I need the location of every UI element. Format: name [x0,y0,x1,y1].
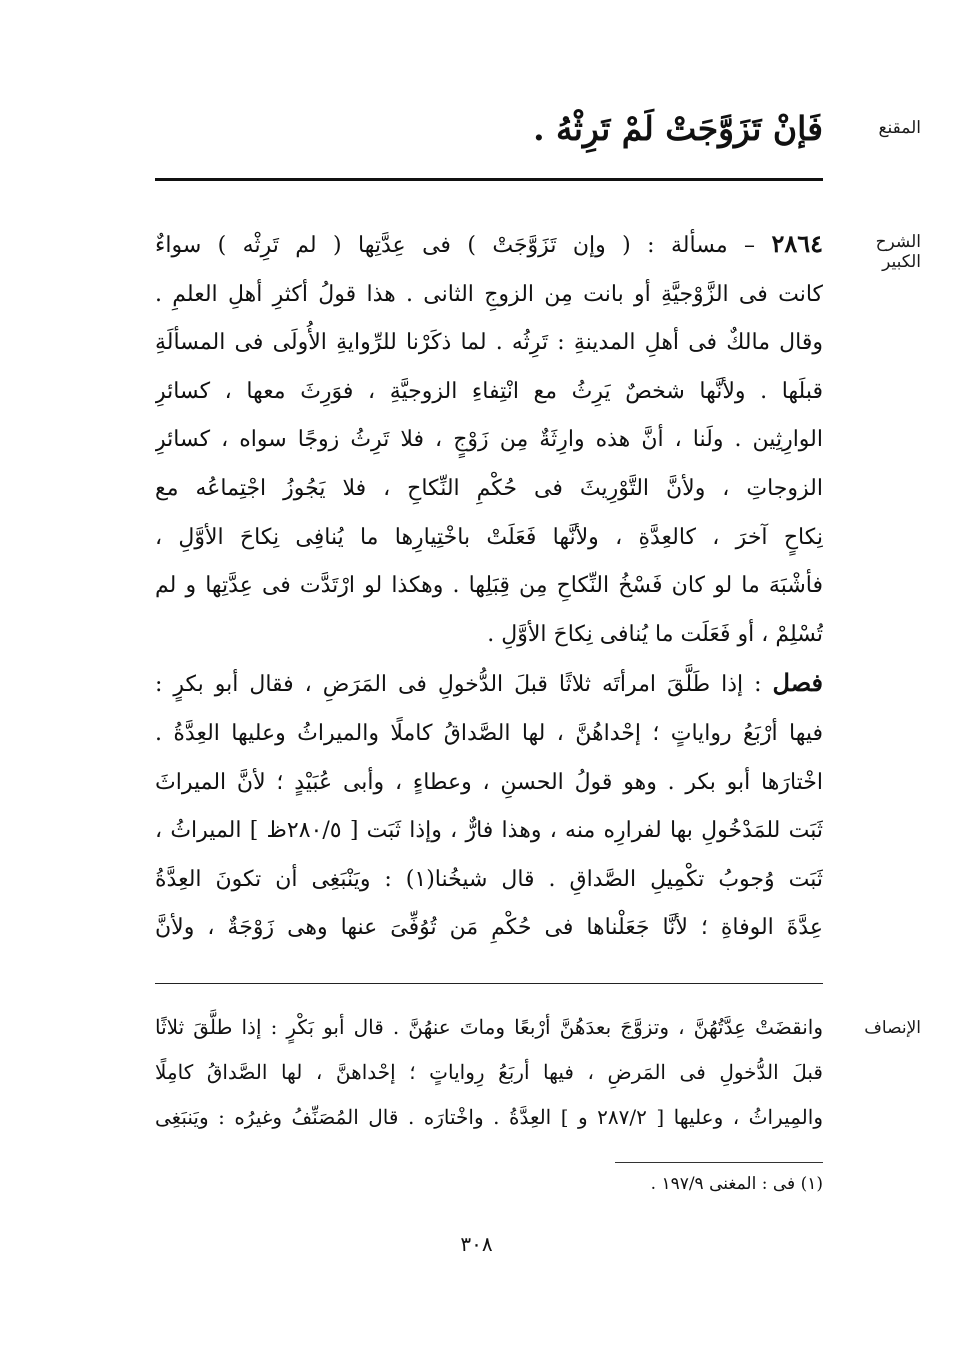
sharh-body [155,220,823,953]
footnote-divider [615,1162,823,1163]
fasl-line: ثَبَت للمَدْخُولِ بها لفرارِه منه ، وهذا فارٌّ ، وإذا ثَبَت [ ٢٨٠/٥ظ ] الميراثُ ، [155,818,823,844]
muqni-text: فَإنْ تَزَوَّجَتْ لَمْ تَرِثْهُ . [533,109,823,148]
sharh-line: الزوجاتِ ، ولأنَّ التَّوْرِيثَ فى حُكْمِ النِّكاحِ ، فلا يَجُوزُ اجْتِماعُه مع [155,475,823,501]
insaf-body [155,1005,823,1140]
sharh-line: فأشْبَهَ ما لو كان فَسْخُ النِّكاحِ مِن قِبَلِها . وهكذا لو ارْتَدَّت فى عِدَّتِها و لم [155,573,823,599]
sharh-line: نِكاحٍ آخرَ ، كالعِدَّةِ ، ولأنَّها فَعَلَتْ باخْتِيارِها ما يُنافِى نِكاحَ الأوَّلِ ، [155,524,823,550]
sharh-label: الشرح الكبير [875,232,921,272]
sharh-line: قبلَها . ولأنَّها شخصٌ يَرِثُ مع انْتِفاءِ الزوجيَّةِ ، فوَرِثَ معها ، كسائرِ [155,378,823,404]
sharh-line: وقال مالكٌ فى أهلِ المدينةِ : تَرِثُه . لما ذكَرْنا للرِّوايةِ الأُولَى فى المسألَةِ [155,330,823,356]
sharh-line: كانت فى الزَّوْجيَّةِ أو بانت مِن الزوجِ الثانى . هذا قولُ أكثرِ أهلِ العلمِ . [155,281,823,307]
fasl-line: فيها أرْبَعُ رواياتٍ ؛ إحْداهُنَّ ، لها الصَّداقُ كاملًا والميراثُ وعليها العِدَّةُ . [155,720,823,746]
page-number: ٣٠٨ [460,1232,493,1256]
sharh-line: ٢٨٦٤ – مسألة : ( وإن تَزَوَّجَتْ ) فى عِدَّتِها ( لم تَرِثْه ) سواءٌ [155,229,823,258]
insaf-line: قبلَ الدُّخولِ فى المَرضِ ، فيها أربَعُ رِواياتٍ ؛ إحْداهنَّ ، لها الصَّداقُ كامِلًا [155,1060,823,1084]
muqni-label: المقنع [878,118,921,138]
fasl-line: عِدَّةَ الوفاةِ ؛ لأنَّا جَعَلْناها فى حُكْمِ مَن تُوُفِّىَ عنها وهى زَوْجَةٌ ، ولأنَّ [155,915,823,941]
sharh-line: تُسْلِمْ ، أو فَعَلَت ما يُنافى نِكاحَ الأوَّلِ . [487,621,823,647]
footnote: (١) فى : المغنى ١٩٧/٩ . [650,1174,823,1194]
issue-number: ٢٨٦٤ [771,229,823,258]
insaf-line: وانقضَتْ عِدَّتُهُنَّ ، وتزوَّجَ بعدَهُنَّ أرْبعًا وماتَ عنهُنَّ . قال أبو بَكْرٍ : إذا طلَّقَ ثلاثًا [155,1015,823,1039]
fasl-heading: فصل [772,668,823,698]
fasl-line: اخْتارَها أبو بكر . وهو قولُ الحسنِ ، وعطاءٍ ، وأبى عُبَيْدٍ ؛ لأنَّ الميراثَ [155,769,823,795]
insaf-label: الإنصاف [864,1018,921,1038]
sharh-line: الوارِثِين . ولَنا ، أنَّ هذه وارِثَةٌ مِن زَوْجٍ ، فلا تَرِثُ زوجًا سواه ، كسائرِ [155,427,823,453]
fasl-line: فصل : إذا طَلَّقَ امرأتَه ثلاثًا قبلَ الدُّخولِ فى المَرَضِ ، فقال أبو بكرٍ : [155,668,823,698]
insaf-divider [155,983,823,984]
insaf-line: والمِيراثُ ، وعليها [ ٢٨٧/٢ و ] العِدَّةُ . واخْتارَه . قال المُصَنِّفُ وغيرُه : ويَنبَغِى [155,1105,823,1129]
muqni-divider [155,178,823,181]
fasl-line: ثَبَت وُجوبُ تكْمِيلِ الصَّداقِ . قال شيخُنا(١) : ويَنْبَغِى أن تكونَ العِدَّةُ [155,866,823,892]
